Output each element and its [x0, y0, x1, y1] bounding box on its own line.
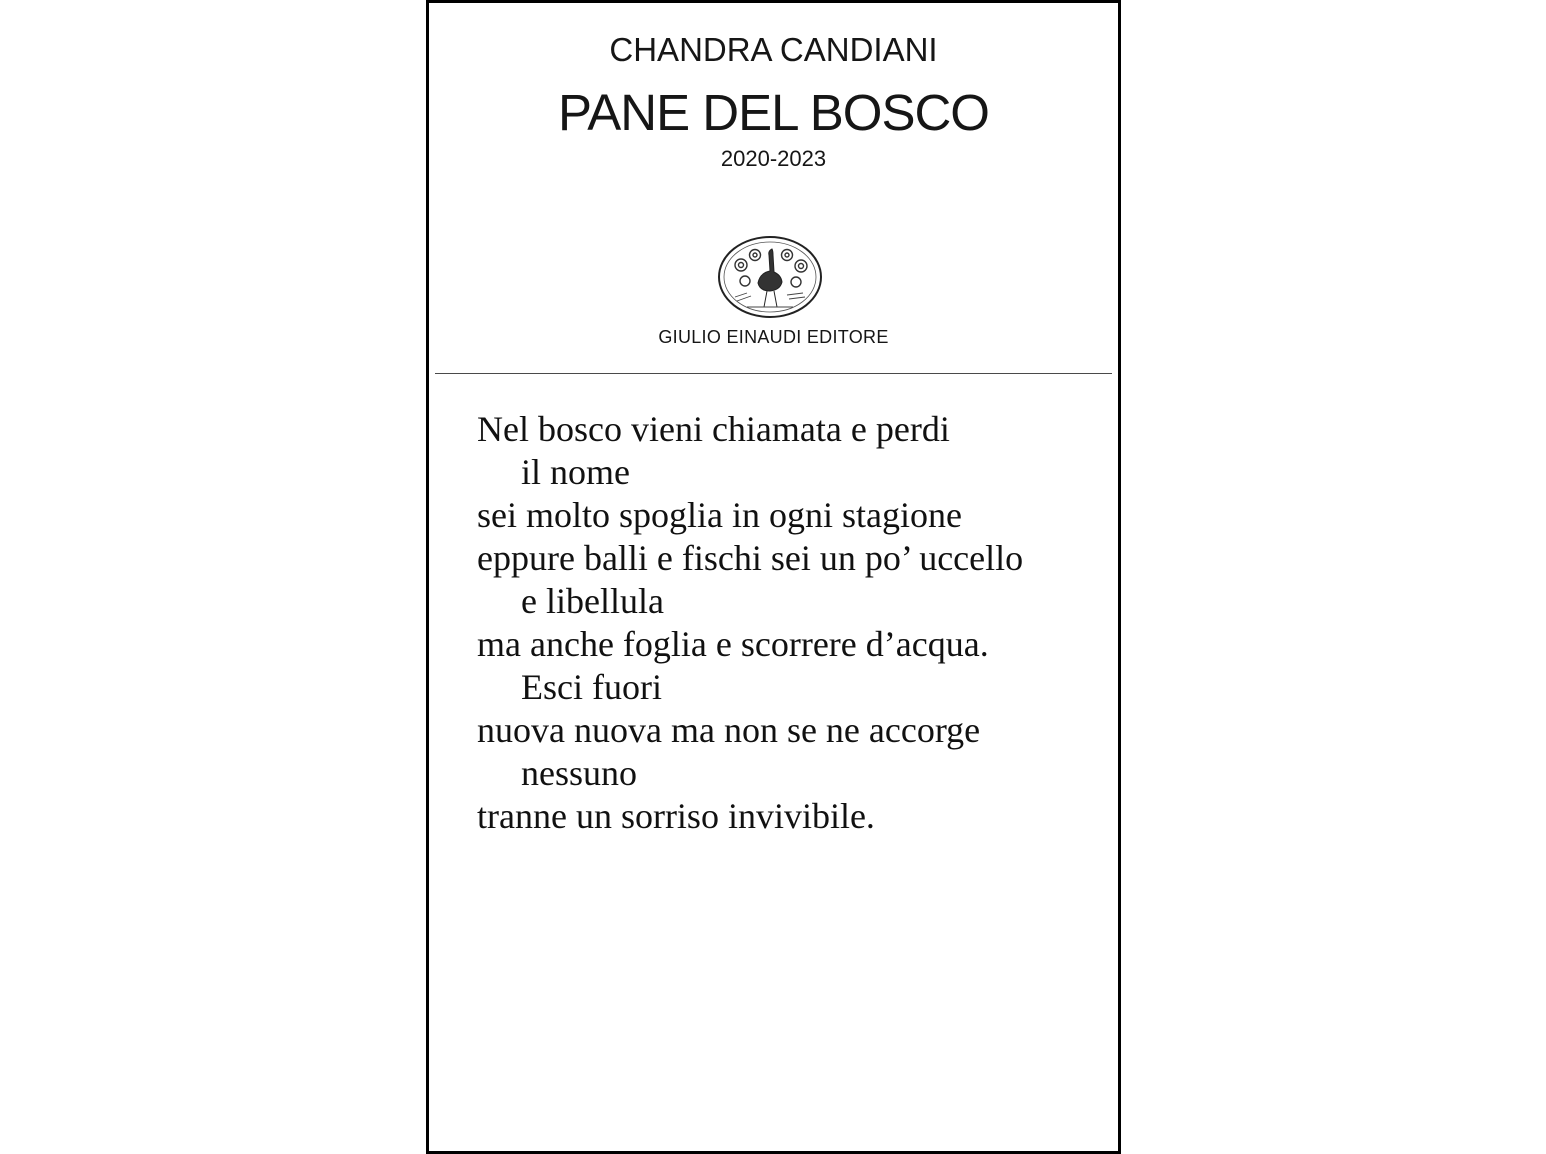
poem-line: nuova nuova ma non se ne accorge: [477, 710, 981, 750]
poem-text: [477, 408, 1107, 838]
poem-line: tranne un sorriso invivibile.: [477, 796, 875, 836]
publisher-name: GIULIO EINAUDI EDITORE: [658, 327, 889, 347]
poem-line: nessuno: [521, 753, 637, 793]
poem-line: ma anche foglia e scorrere d’acqua.: [477, 624, 989, 664]
poem-line: e libellula: [521, 581, 664, 621]
einaudi-ostrich-emblem-icon: [717, 235, 823, 319]
poem-line: Nel bosco vieni chiamata e perdi: [477, 409, 950, 449]
author-name: CHANDRA CANDIANI: [609, 31, 938, 68]
book-cover: [426, 0, 1121, 1154]
poem-line: il nome: [521, 452, 630, 492]
book-title: PANE DEL BOSCO: [558, 84, 989, 141]
book-years: 2020-2023: [720, 146, 827, 171]
poem-line: sei molto spoglia in ogni stagione: [477, 495, 962, 535]
cover-divider: [435, 373, 1112, 374]
poem-line: eppure balli e fischi sei un po’ uccello: [477, 538, 1024, 578]
poem-line: Esci fuori: [521, 667, 662, 707]
